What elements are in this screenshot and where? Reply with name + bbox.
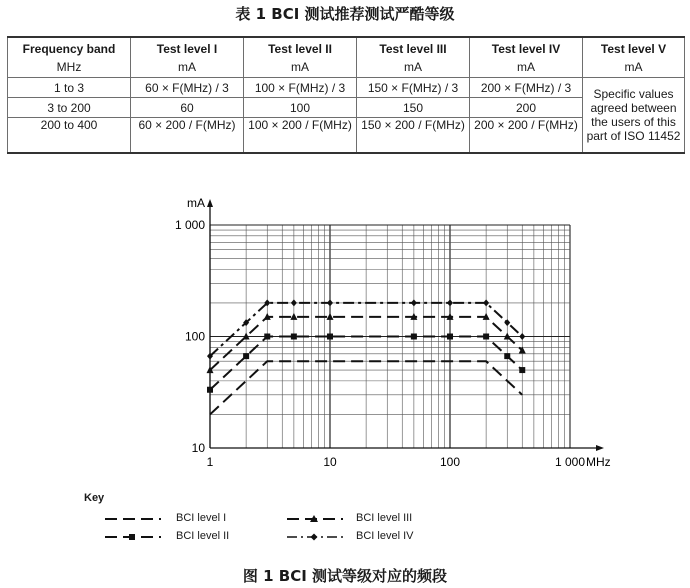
data-point-diamond (291, 299, 297, 306)
y-axis-arrow (207, 199, 213, 207)
data-point-triangle (327, 313, 334, 320)
x-tick-label: 1 (206, 455, 214, 469)
header-level-2: Test level II (244, 37, 357, 60)
data-point-square (327, 334, 333, 340)
key-label-level-3: BCI level III (356, 512, 413, 524)
test-levels-table (7, 36, 685, 154)
key-title: Key (84, 492, 105, 504)
data-point-square (207, 387, 213, 393)
value-cell: 150 (357, 98, 470, 118)
y-tick-label: 100 (184, 329, 205, 344)
data-point-square (411, 334, 417, 340)
data-point-diamond (327, 299, 333, 306)
data-point-square (504, 353, 510, 359)
band-cell: 3 to 200 (8, 98, 131, 118)
band-cell: 1 to 3 (8, 78, 131, 98)
data-point-square (243, 353, 249, 359)
data-point-square (519, 367, 525, 373)
value-cell: 60 (131, 98, 244, 118)
value-cell: 60 × 200 / F(MHz) (131, 118, 244, 154)
data-point-square (291, 334, 297, 340)
data-point-diamond (519, 333, 525, 340)
unit-cell: mA (583, 60, 685, 78)
x-tick-label: 1 000 (554, 455, 586, 469)
table-row (8, 78, 685, 98)
value-cell: 60 × F(MHz) / 3 (131, 78, 244, 98)
header-frequency-band: Frequency band (8, 37, 131, 60)
x-axis-arrow (596, 445, 604, 451)
value-cell: 100 × F(MHz) / 3 (244, 78, 357, 98)
value-cell: 100 (244, 98, 357, 118)
band-cell: 200 to 400 (8, 118, 131, 154)
key-swatch-level-2 (103, 532, 163, 542)
table-title: 表 1 BCI 测试推荐测试严酷等级 (235, 5, 455, 23)
unit-cell: mA (357, 60, 470, 78)
key-label-level-2: BCI level II (176, 530, 230, 542)
y-tick-label: 1 000 (174, 218, 205, 232)
data-point-diamond (411, 299, 417, 306)
data-point-triangle (290, 313, 297, 320)
key-swatch-level-3 (285, 514, 345, 524)
header-level-5: Test level V (583, 37, 685, 60)
data-point-diamond (504, 319, 510, 326)
data-point-diamond (447, 299, 453, 306)
x-tick-label: 10 (323, 455, 337, 469)
key-swatch-level-4 (285, 532, 345, 542)
key-swatch-level-1 (103, 514, 163, 524)
value-cell: 200 (470, 98, 583, 118)
unit-cell: MHz (8, 60, 131, 78)
table-header-row (8, 37, 685, 60)
key-label-level-4: BCI level IV (356, 530, 414, 542)
unit-cell: mA (470, 60, 583, 78)
header-level-1: Test level I (131, 37, 244, 60)
figure-caption: 图 1 BCI 测试等级对应的频段 (242, 567, 448, 585)
value-cell: 100 × 200 / F(MHz) (244, 118, 357, 154)
unit-cell: mA (131, 60, 244, 78)
x-axis-label: MHz (586, 455, 611, 469)
data-point-diamond (483, 299, 489, 306)
data-point-square (483, 334, 489, 340)
value-cell: 150 × F(MHz) / 3 (357, 78, 470, 98)
value-cell: 200 × 200 / F(MHz) (470, 118, 583, 154)
x-tick-label: 100 (439, 455, 461, 469)
value-cell: 150 × 200 / F(MHz) (357, 118, 470, 154)
unit-cell: mA (244, 60, 357, 78)
level-5-note: Specific values agreed between the users of this part of ISO 11452 (583, 78, 685, 154)
y-tick-label: 10 (191, 441, 205, 455)
header-level-3: Test level III (357, 37, 470, 60)
y-axis-label: mA (187, 196, 205, 210)
chart-key (0, 492, 690, 552)
header-level-4: Test level IV (470, 37, 583, 60)
data-point-square (447, 334, 453, 340)
bci-levels-chart (150, 185, 620, 475)
units-row (8, 60, 685, 78)
key-label-level-1: BCI level I (176, 512, 227, 524)
data-point-square (264, 334, 270, 340)
value-cell: 200 × F(MHz) / 3 (470, 78, 583, 98)
